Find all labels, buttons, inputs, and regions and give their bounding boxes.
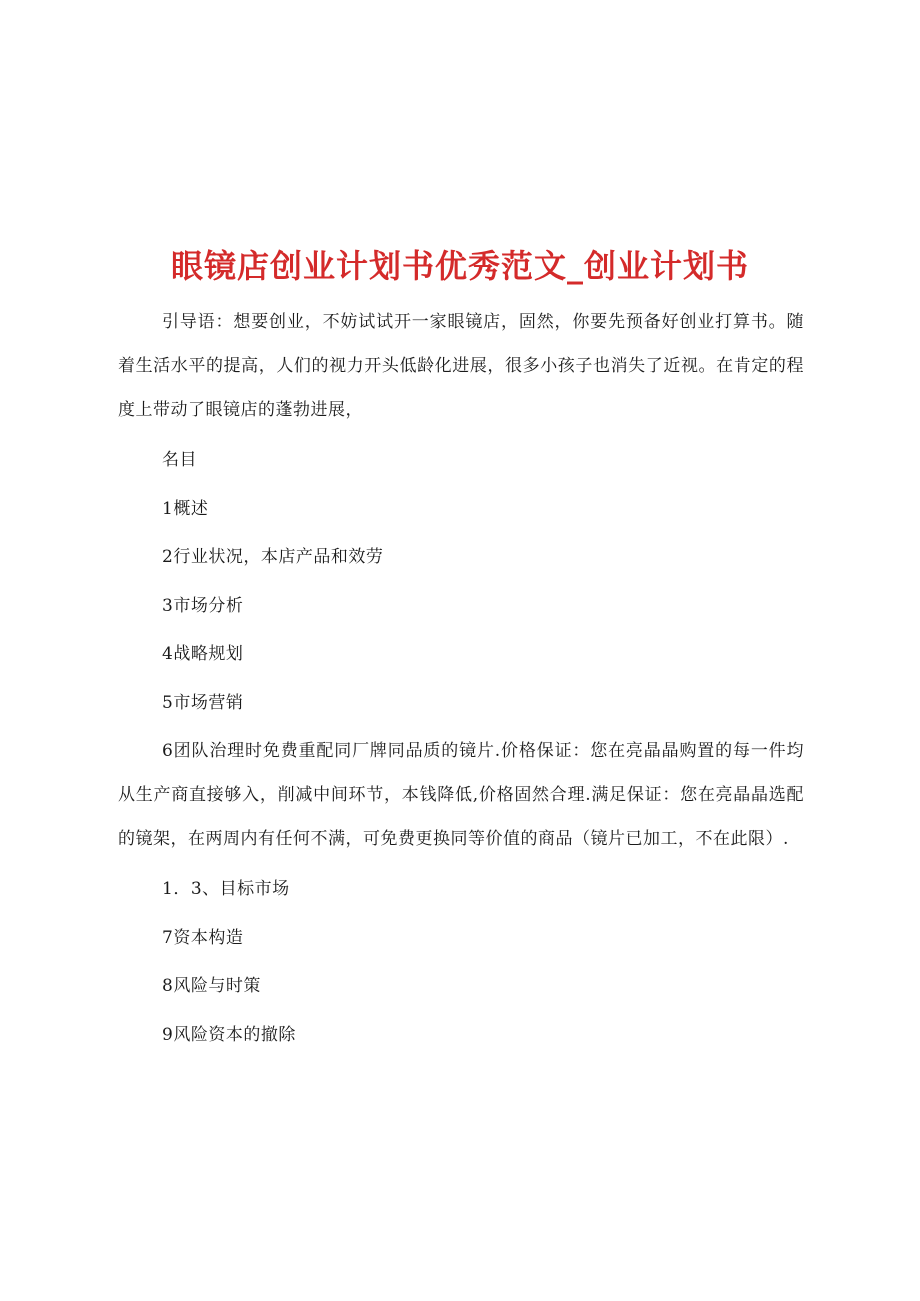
toc-item: 4战略规划 (162, 644, 244, 664)
toc-heading: 名目 (162, 450, 197, 470)
toc-item: 7资本构造 (162, 927, 244, 948)
toc-item: 8风险与时策 (162, 976, 261, 996)
document-body (118, 300, 804, 1059)
team-management-paragraph: 6团队治理时免费重配同厂牌同品质的镜片.价格保证：您在亮晶晶购置的每一件均从生产商直接够入，削减中间环节，本钱降低,价格固然合理.满足保证：您在亮晶晶选配的镜架，在两周内有任何不满，可免费更换同等价值的商品（镜片已加工，不在此限）. (118, 741, 804, 849)
toc-item: 2行业状况，本店产品和效劳 (162, 547, 384, 567)
document-title: 眼镜店创业计划书优秀范文_创业计划书 (170, 247, 749, 286)
toc-item: 9风险资本的撤除 (162, 1024, 296, 1045)
toc-item: 1概述 (162, 498, 209, 519)
toc-item: 5市场营销 (162, 692, 244, 713)
intro-paragraph: 引导语：想要创业，不妨试试开一家眼镜店，固然，你要先预备好创业打算书。随着生活水平的提高，人们的视力开头低龄化进展，很多小孩子也消失了近视。在肯定的程度上带动了眼镜店的蓬勃进展， (118, 312, 804, 420)
toc-item: 1．3、目标市场 (162, 879, 290, 899)
toc-item: 3市场分析 (162, 595, 244, 616)
